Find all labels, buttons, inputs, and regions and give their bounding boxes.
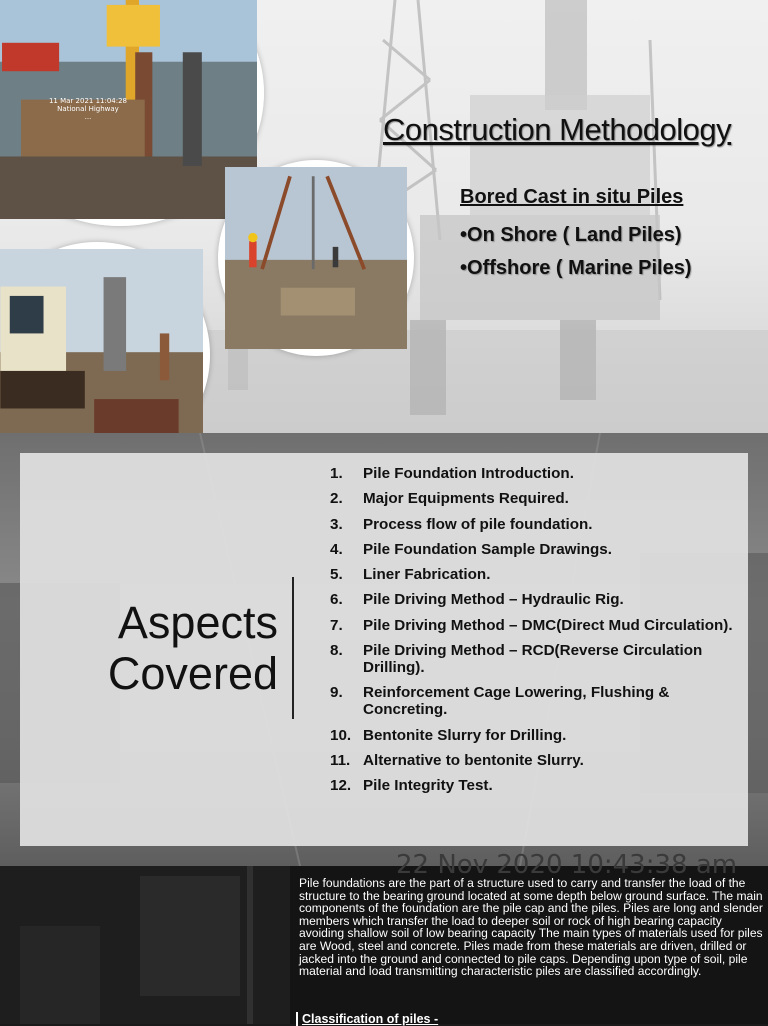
pile-types-list (460, 219, 692, 285)
slide-title: Construction Methodology (383, 112, 732, 147)
aspects-panel (20, 453, 748, 846)
pile-type-item: • On Shore ( Land Piles) (460, 219, 692, 252)
aspects-list-item (330, 541, 750, 558)
aspects-list-item (330, 727, 750, 744)
classification-heading: Classification of piles - (296, 1012, 438, 1026)
item-number: 3. (330, 515, 343, 533)
item-number: 8. (330, 642, 343, 660)
item-text: Liner Fabrication. (363, 566, 491, 584)
item-number: 2. (330, 490, 343, 508)
item-text: Alternative to bentonite Slurry. (363, 751, 584, 769)
item-text: Pile Driving Method – RCD(Reverse Circulation Drilling). (363, 642, 703, 677)
aspects-list-item (330, 617, 750, 634)
aspects-list (330, 465, 750, 803)
watermark-line: National Highway (57, 105, 119, 113)
item-number: 11. (330, 751, 351, 769)
item-text: Pile Driving Method – DMC(Direct Mud Circulation). (363, 616, 733, 634)
item-number: 12. (330, 777, 352, 795)
aspects-list-item (330, 752, 750, 769)
aspects-list-item (330, 465, 750, 482)
aspects-list-item (330, 516, 750, 533)
item-number: 6. (330, 591, 343, 609)
item-number: 9. (330, 684, 343, 702)
item-text: Pile Foundation Introduction. (363, 465, 574, 482)
intro-slide (0, 850, 768, 1026)
item-text: Bentonite Slurry for Drilling. (363, 726, 567, 744)
date-watermark: 22 Nov 2020 10:43:38 am (396, 850, 738, 880)
aspects-list-item (330, 490, 750, 507)
pile-type-item: • Offshore ( Marine Piles) (460, 252, 692, 285)
aspects-list-item (330, 684, 750, 718)
aspects-divider (292, 577, 294, 719)
aspects-list-item (330, 642, 750, 676)
aspects-heading-line: Covered (107, 648, 278, 699)
item-text: Pile Foundation Sample Drawings. (363, 540, 612, 558)
item-number: 10. (330, 726, 352, 744)
item-text: Pile Integrity Test. (363, 777, 493, 795)
photo-land-piling-rig (218, 160, 414, 356)
aspects-list-item (330, 777, 750, 794)
item-text: Process flow of pile foundation. (363, 515, 593, 533)
intro-paragraph: Pile foundations are the part of a structure used to carry and transfer the load of the structure to the bearing ground located at some depth below ground surface. The main components of the foundation are the pile cap and the piles. Piles are long and slender members which transfer the load to deeper soil or rock of high bearing capacity avoiding shallow soil of low bearing capacity The main types of materials used for piles are Wood, steel and concrete. Piles made from these materials are driven, drilled or jacked into the ground and connected to pile caps. Depending upon type of soil, pile material and load transmitting characteristic piles are classified accordingly. (299, 876, 763, 979)
title-slide (0, 0, 768, 433)
aspects-list-item (330, 591, 750, 608)
item-number: 7. (330, 616, 343, 634)
aspects-heading (40, 597, 278, 699)
watermark-line: 11 Mar 2021 11:04:28 (48, 97, 128, 105)
item-number: 1. (330, 465, 343, 482)
aspects-list-item (330, 566, 750, 583)
aspects-heading-line: Aspects (117, 597, 278, 648)
watermark-line: ... (84, 113, 92, 121)
item-text: Major Equipments Required. (363, 490, 569, 508)
photo-watermark (13, 97, 163, 121)
slide-subtitle: Bored Cast in situ Piles (460, 186, 684, 208)
item-number: 4. (330, 540, 343, 558)
aspects-slide (0, 433, 768, 866)
item-text: Pile Driving Method – Hydraulic Rig. (363, 591, 624, 609)
item-text: Reinforcement Cage Lowering, Flushing & Concreting. (363, 684, 670, 719)
item-number: 5. (330, 566, 343, 584)
